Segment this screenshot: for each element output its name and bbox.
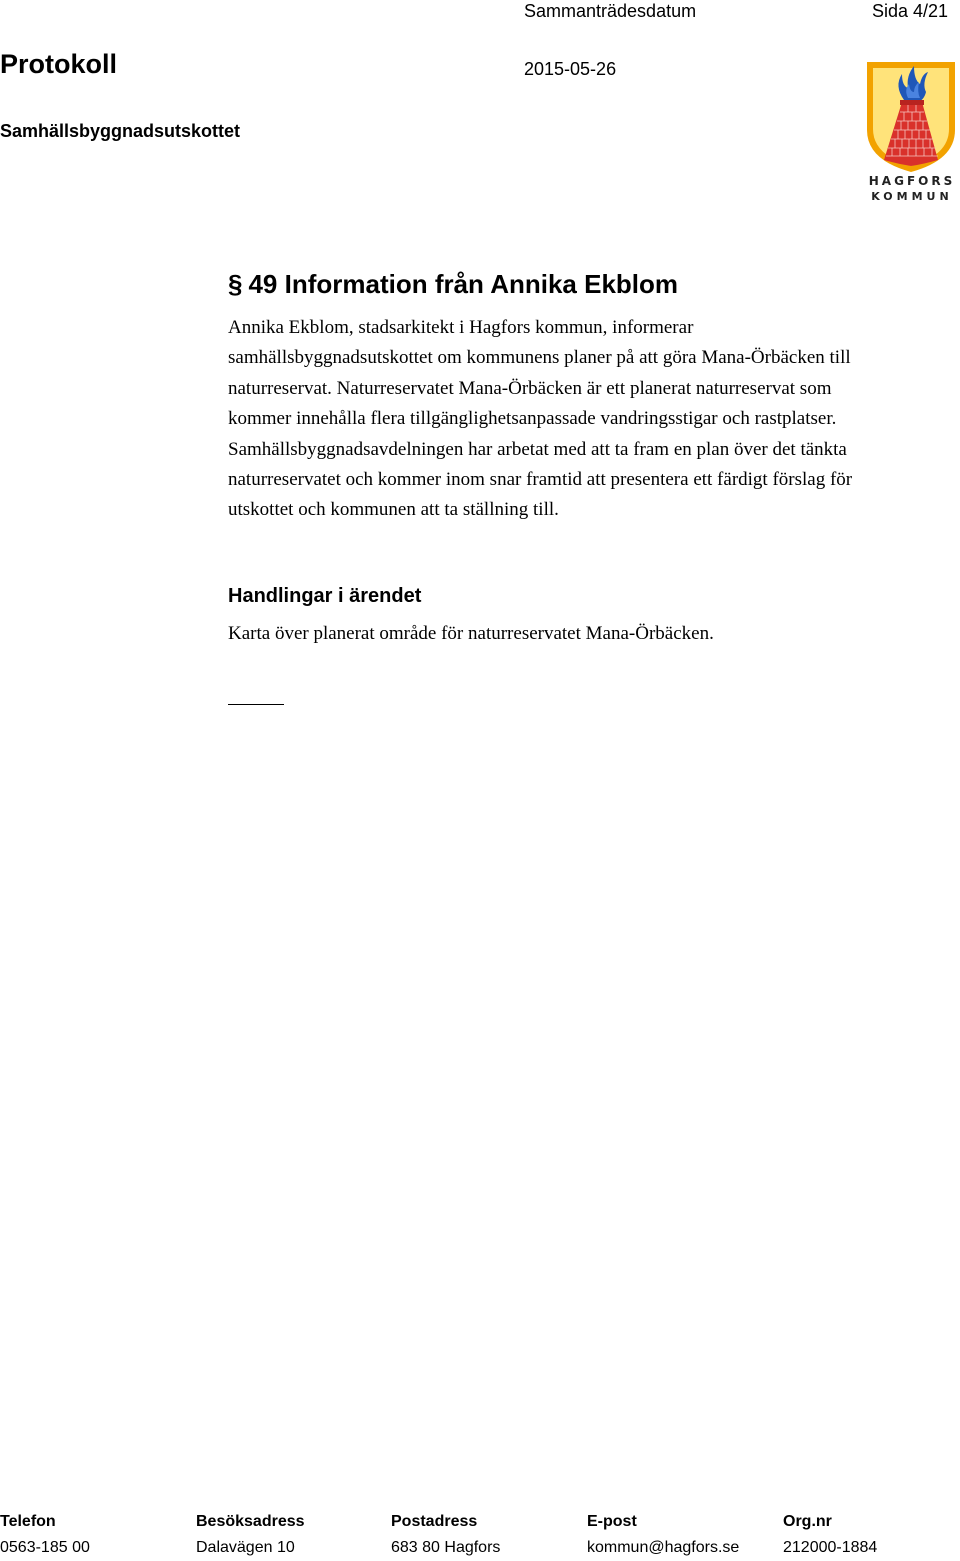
section-title-text: 49 Information från Annika Ekblom xyxy=(248,269,679,299)
footer-value: kommun@hagfors.se xyxy=(587,1539,740,1556)
footer-phone xyxy=(0,1512,90,1558)
body-line: samhällsbyggnadsutskottet om kommunens planer på att göra Mana-Örbäcken till xyxy=(228,347,851,369)
page-number: Sida 4/21 xyxy=(872,1,949,21)
hagfors-kommun-logo xyxy=(864,60,960,202)
body-line: Annika Ekblom, stadsarkitekt i Hagfors kommun, informerar xyxy=(228,317,694,338)
section-body xyxy=(228,313,958,526)
documents-heading: Handlingar i ärendet xyxy=(228,585,422,607)
footer-value: 683 80 Hagfors xyxy=(391,1539,501,1556)
footer-visit-address xyxy=(196,1512,305,1558)
footer-label: Org.nr xyxy=(783,1513,832,1530)
section-title xyxy=(228,268,678,300)
footer-label: Telefon xyxy=(0,1513,56,1530)
body-line: naturreservatet och kommer inom snar framtid att presentera ett färdigt förslag för xyxy=(228,469,853,491)
footer-postal-address xyxy=(391,1512,500,1558)
footer-label: Besöksadress xyxy=(196,1513,305,1530)
documents-item: Karta över planerat område för naturreservatet Mana-Örbäcken. xyxy=(228,623,714,644)
body-line: naturreservat. Naturreservatet Mana-Örbäcken är ett planerat naturreservat som xyxy=(228,377,832,399)
body-line: kommer innehålla flera tillgänglighetsanpassade vandringsstigar och rastplatser. xyxy=(228,408,837,430)
footer xyxy=(0,1512,960,1561)
coat-of-arms-icon xyxy=(864,60,960,202)
footer-value: 212000-1884 xyxy=(783,1539,878,1556)
footer-value: Dalavägen 10 xyxy=(196,1539,295,1556)
footer-value: 0563-185 00 xyxy=(0,1539,90,1556)
section-divider xyxy=(228,704,284,705)
meeting-date: 2015-05-26 xyxy=(524,59,617,79)
meeting-date-label: Sammanträdesdatum xyxy=(524,1,697,21)
logo-line-2: KOMMUN xyxy=(871,190,953,202)
body-line: utskottet och kommunen att ta ställning till. xyxy=(228,499,559,521)
footer-email xyxy=(587,1512,739,1558)
document-type: Protokoll xyxy=(0,49,118,79)
footer-org-number xyxy=(783,1512,877,1558)
body-line: Samhällsbyggnadsavdelningen har arbetat med att ta fram en plan över det tänkta xyxy=(228,438,847,460)
committee-name: Samhällsbyggnadsutskottet xyxy=(0,121,241,141)
logo-line-1: HAGFORS xyxy=(868,174,956,188)
footer-label: Postadress xyxy=(391,1513,478,1530)
footer-label: E-post xyxy=(587,1513,637,1530)
paragraph-sign: § xyxy=(228,269,243,299)
